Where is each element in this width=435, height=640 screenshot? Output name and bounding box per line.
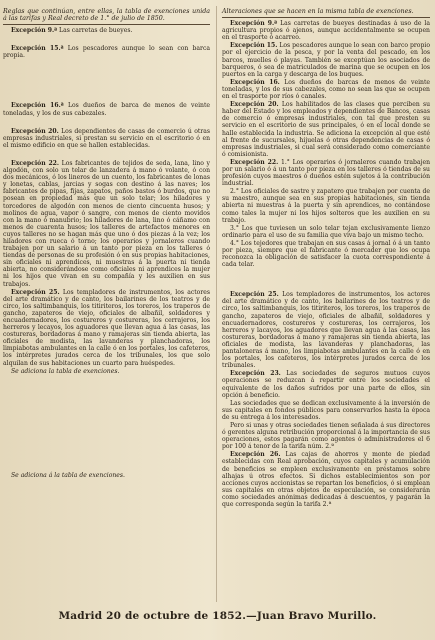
left-closing: Se adiciona á la tabla de exenciones.: [11, 471, 125, 479]
right-ex26-title: Excepción 26.: [230, 451, 281, 459]
left-ex16-title: Excepción 16.ª: [11, 102, 64, 110]
left-ex25: [3, 289, 210, 367]
left-ex9-text: Las carretas de bueyes.: [59, 27, 133, 35]
spacer: [3, 118, 210, 128]
right-ex23-p2: Las sociedades que se dedican exclusivamente á la inversión de sus capitales en fondos públicos para conservarlos hasta la época de su entrega á los interesados.: [222, 399, 430, 421]
right-ex26-text: Las cajas de ahorros y monte de piedad establecidas con Real aprobación, cuyos capitales y acumulación de beneficios se empleen exclusivamente en préstamos sobre alhajas ú otros efectos. Si dichos establecimientos son por acciones cuyos accionistas se repartan los beneficios, ó si emplean sus capitales en otras objetos de especulación, se considerarán como sociedades anónimas dedicadas á descuentos, y pagarán la que corresponda según la tarifa 2.ª: [222, 451, 431, 508]
left-ex16-text: Los dueños de barca de menos de veinte toneladas, y los de sus cabezales.: [3, 102, 211, 117]
right-ex22-p3: 3.° Los que tuviesen un solo telar tejan exclusivamente lienzo ordinario para el uso de su familia que viva bajo un mismo techo.: [222, 224, 430, 239]
right-ex25: [222, 291, 430, 369]
left-ex15-title: Excepción 15.ª: [11, 45, 64, 53]
left-ex25-tail: Se adiciona la tabla de exenciones.: [11, 367, 120, 375]
left-ex16: [3, 102, 210, 116]
right-ex22-title: Excepción 22.: [230, 158, 279, 166]
left-ex15-text: Los pescadores aunque lo sean con barca propia.: [3, 45, 211, 60]
left-ex20-text: Los dependientes de casas de comercio ú otras empresas industriales, si prestan su servicio en el escritorio ó en el mismo edificio en que se hallen establecidas.: [3, 127, 210, 149]
left-ex22-title: Excepción 22.: [11, 159, 60, 167]
right-ex22-p2: 2.° Los oficiales de sastre y zapatero que trabajen por cuenta de su maestro, aunque sea en sus propias habitaciones, sin tienda abierta ni muestras á la puerta y sin aprendices, no contándose como tales la mujer ni los hijos solteros que les auxilien en su trabajo.: [222, 188, 430, 224]
right-ex25-text: Los templadores de instrumentos, los actores del arte dramático y de canto, los bailarines de los teatros y de circo, los saltimbanquis, los titiriteros, los toreros, los traperos de gancho, zapateros de viejo, oficiales de albañil, soldadores y encuadernadores, costureros y costureras, los cerrajeros, los herreros y lacayos, los aguadores que llevan agua á las casas, las costureras, bordadoras á mano y ramajeras sin tienda abierta, las oficiales de modista, las lavanderas y planchadoras, las pantaloneras á mano, los limpiabotas ambulantes en la calle ó en los portales, los cafeteros, los intérpretes jurados cerca de los tribunales.: [222, 291, 431, 370]
spacer: [3, 376, 210, 472]
left-ex25-text: Los templadores de instrumentos, los actores del arte dramático y de canto, los bailarines de los teatros y de circo, los saltimbanquis, los titiriteros, los toreros, los traperos de gancho, zapateros de viejo, oficiales de albañil, soldadores y encuadernadores, los costureros y costureras, los cerrajeros, los herreros y lecayos, los aguadores que llevan agua á las casas, las costureras, bordadoras á mano y ramajeras sin tienda abierta, las oficiales de modista, las lavanderas y planchadoras, los limpiabotas ambulantes en la calle ó en los portales, los cafeteros, los intérpretes jurados cerca de los tribunales, los que solo alquilan de sus habitaciones un cuarto para huéspedes.: [3, 288, 211, 367]
spacer: [222, 269, 430, 291]
right-ex16-text: Los dueños de barcas de menos de veinte toneladas, y los de sus cabezales, como no sean las que se ocupen en el trasporte por ríos ó canales.: [222, 78, 431, 101]
right-ex22-text: 1.° Los operarios ó jornaleros cuando trabajen por un salario ó á un tanto por pieza en los talleres ó tiendas de su profesión cuyos maestros ó dueños estén sujetos á la contribución industrial.: [222, 158, 430, 188]
spacer: [3, 60, 210, 102]
left-ex22-text: Los fabricantes de tejidos de seda, lana, lino y algodón, con solo un telar de lanzadera á mano ó volante, ó con dos mecánicos, ó los lineros de un cuento, los fabricantes de lonas y lonetas, cablas, jarcias y sogas con destino á las naves; los fabricantes de pipas, fijas, zapatos, paños bastos ó burdos, que no posean en propiedad más que un solo telar; los hiladores y torcedores de algodón con menos de ciento cincuenta husos; y molinos de agua, vapor ó sangre, con menos de ciento movidos con la mano ó manubrio; los hiladores de lana, lino ó cáñamo con menos de cuarenta husos; los talleres de artefactos menores en cuyos talleres no se hagan más que uno ó dos piezas á la vez; los hiladores con rueca ó torno; los operarios y jornaleros cuando trabajen por un salario á un tanto por pieza en los talleres ó tiendas de personas de su profesión ó en sus propias habitaciones, sin oficiales ni aprendices, ni muestras á la puerta ni tienda abierta, no considerándose como oficiales ni aprendices la mujer ni los hijos que vivan en su compañía y les auxilien en sus trabajos.: [3, 159, 210, 288]
right-header: Alteraciones que se hacen en la misma tabla de exenciones.: [222, 8, 414, 15]
right-ex23: [222, 370, 430, 398]
right-ex25-title: Excepción 25.: [230, 291, 279, 299]
right-ex16-title: Excepción 16.: [230, 78, 280, 86]
right-ex23-title: Excepción 23.: [230, 370, 281, 378]
right-ex20-title: Excepción 20.: [230, 101, 279, 109]
left-ex22: [3, 160, 210, 288]
left-ex20: [3, 128, 210, 149]
left-ex9: [3, 27, 210, 34]
right-ex20-text: Los habilitados de las clases que perciben su haber del Estado y los empleados y dependientes de Bancos, casas de comercio ó empresas industriales, con tal que presten su servicio en el escritorio de sus principales, ó en el local donde se halle establecida la industria. Se adiciona la excepción al que esté al frente de sucursales, hijuelas ó otras dependencias de casas ó empresas industriales, si cual será considerado como comerciante ó comisionista.: [222, 101, 430, 158]
right-ex16: [222, 79, 430, 100]
right-ex23-text: Las sociedades de seguros mutuos cuyos operaciones se reduzcan á repartir entre los sociedades el equivalente de los daños sufridos por una parte de ellos, sin opción á beneficio.: [222, 370, 431, 399]
right-column: [222, 8, 430, 509]
left-column: [3, 8, 210, 480]
right-ex9: [222, 20, 430, 41]
left-ex9-title: Excepción 9.ª: [11, 27, 58, 35]
right-ex22-p4: 4.° Los tejedores que trabajan en sus casas á jornal ó á un tanto por pieza, siempre que el fabricante ó mercader que los ocupa reconozca la obligación de satisfacer la cuota correspondiente á cada telar.: [222, 239, 430, 269]
column-divider: [216, 6, 217, 602]
right-ex22: [222, 159, 430, 187]
left-ex25-title: Excepción 25.: [11, 288, 60, 296]
left-header: Reglas que continúan, entre ellas, la tabla de exenciones unida á las tarifas y Real decreto de 1.° de julio de 1850.: [3, 8, 210, 23]
right-header-rule: [222, 17, 430, 18]
right-ex26: [222, 451, 430, 508]
right-ex23-p3: Pero si unas y otras sociedades tienen señalada á sus directores ó gerentes alguna retribución proporcional á la importancia de sus operaciones, estos pagarán como agentes ó administradores el 6 por 100 á tenor de la tarifa núm. 2.ª: [222, 421, 430, 451]
left-ex15: [3, 45, 210, 59]
right-ex9-text: Las carretas de bueyes destinadas á uso de la agricultura propios ó ajenos, aunque accidentalmente se ocupen en el trasporte ó acarreo.: [222, 20, 430, 42]
spacer: [3, 150, 210, 160]
signature-line: Madrid 20 de octubre de 1852.—Juan Bravo Murillo.: [58, 610, 377, 622]
left-header-rule: [3, 24, 210, 25]
right-ex9-title: Excepción 9.ª: [230, 20, 278, 28]
right-ex15-text: Los pescadores aunque lo sean con barco propio por el ejercicio de la pesca, y por la venta del pescado, en los barcos, muelles ó playas. También se exceptúan los asociados de barqueros, ó sea de matriculados de marina que se ocupen en los puertos en la carga y descarga de los buques.: [222, 42, 430, 78]
right-ex15: [222, 42, 430, 77]
left-ex20-title: Excepción 20.: [11, 127, 59, 135]
right-ex15-title: Excepción 15.: [230, 42, 278, 50]
spacer: [3, 35, 210, 45]
right-ex20: [222, 101, 430, 158]
